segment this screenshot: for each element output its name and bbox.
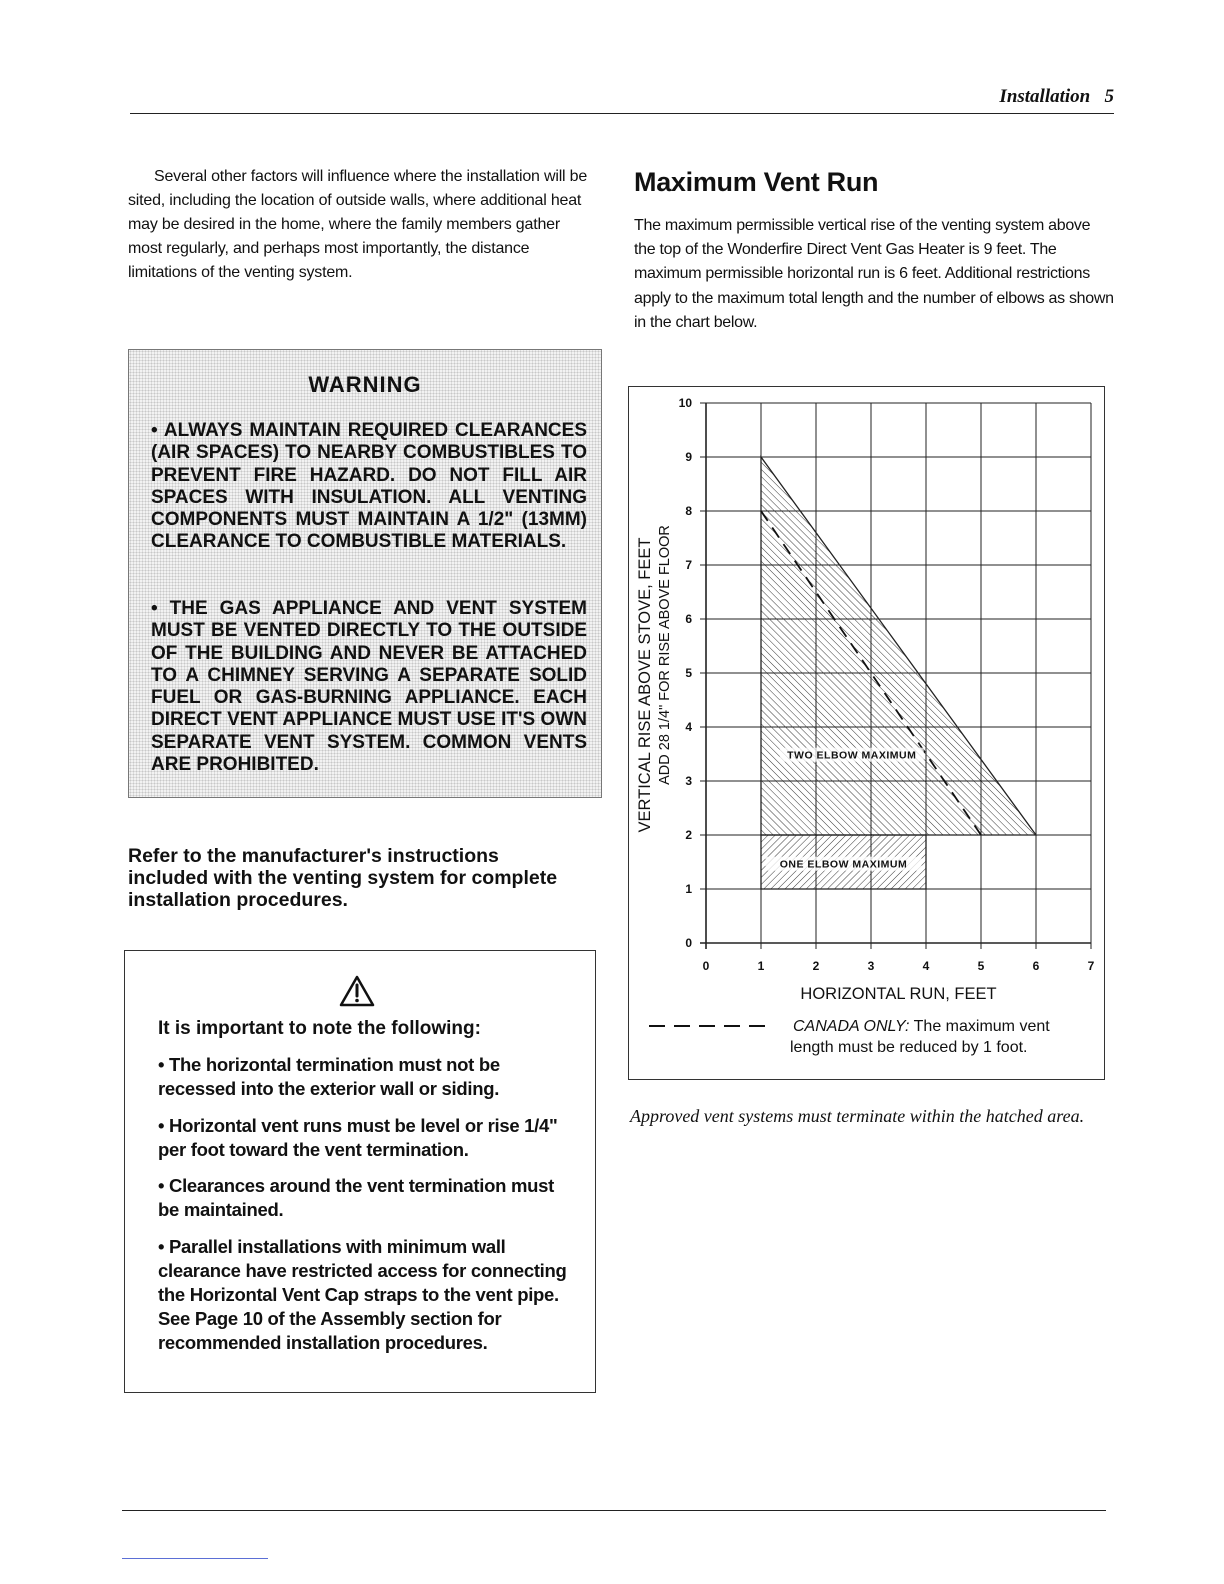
two-elbow-label: TWO ELBOW MAXIMUM xyxy=(787,749,917,762)
y-tick-label-8: 8 xyxy=(685,504,692,518)
footer-link-rule xyxy=(122,1558,268,1559)
legend-canada-label: CANADA ONLY: xyxy=(793,1018,910,1035)
note-item-clearances: • Clearances around the vent termination must be maintained. xyxy=(158,1175,554,1220)
max-vent-run-text: The maximum permissible vertical rise of the venting system above the top of the Wonderfire Direct Vent Gas Heater is 9 feet. The maximum permissible horizontal run is 6 feet. Additional restrictions apply to the maximum total length and the number of elbows as shown in the chart below. xyxy=(634,217,1114,331)
note-heading: It is important to note the following: xyxy=(158,1018,481,1039)
y-tick-label-5: 5 xyxy=(685,666,692,680)
intro-paragraph: Several other factors will influence where the installation will be sited, including the location of outside walls, where additional heat may be desired in the home, where the family members gather most regularly, and perhaps most importantly, the distance limitations of the venting system. xyxy=(128,168,588,281)
warning-box xyxy=(128,349,602,798)
note-item-slope: • Horizontal vent runs must be level or rise 1/4" per foot toward the vent termination. xyxy=(158,1115,558,1160)
vent-run-chart-svg xyxy=(629,387,1106,1081)
y-tick-label-9: 9 xyxy=(685,450,692,464)
important-note-box xyxy=(124,950,596,1393)
footer-rule xyxy=(122,1510,1106,1511)
one-elbow-label: ONE ELBOW MAXIMUM xyxy=(779,858,908,871)
y-tick-label-7: 7 xyxy=(685,558,692,572)
x-axis-label: HORIZONTAL RUN, FEET xyxy=(800,985,997,1003)
chart-caption: Approved vent systems must terminate within the hatched area. xyxy=(630,1106,1085,1126)
x-tick-label-5: 5 xyxy=(977,959,985,973)
y-tick-label-6: 6 xyxy=(685,612,692,626)
header-rule xyxy=(130,113,1114,114)
warning-paragraph-clearances: • ALWAYS MAINTAIN REQUIRED CLEARANCES (AIR SPACES) TO NEARBY COMBUSTIBLES TO PREVENT FIRE HAZARD. DO NOT FILL AIR SPACES WITH INSULATION. ALL VENTING COMPONENTS MUST MAINTAIN A 1/2" (13MM) CLEARANCE TO COMBUSTIBLE MATERIALS. xyxy=(151,420,587,553)
header-title xyxy=(999,86,1114,108)
page-header xyxy=(130,86,1114,112)
y-tick-label-10: 10 xyxy=(678,396,692,410)
y-tick-label-3: 3 xyxy=(685,774,692,788)
page-number: 5 xyxy=(1104,86,1114,107)
y-tick-label-4: 4 xyxy=(685,720,692,734)
caution-triangle-icon xyxy=(339,975,375,1007)
y-tick-label-1: 1 xyxy=(685,882,692,896)
legend-text-line2: length must be reduced by 1 foot. xyxy=(790,1039,1028,1056)
region-two-elbow-maximum xyxy=(761,457,1036,835)
vent-run-chart xyxy=(628,386,1105,1080)
y-axis-label-secondary: ADD 28 1/4" FOR RISE ABOVE FLOOR xyxy=(657,525,673,785)
x-tick-label-0: 0 xyxy=(702,959,710,973)
max-vent-run-title: Maximum Vent Run xyxy=(634,167,879,197)
warning-title: WARNING xyxy=(308,372,422,397)
warning-paragraph-venting: • THE GAS APPLIANCE AND VENT SYSTEM MUST BE VENTED DIRECTLY TO THE OUTSIDE OF THE BUILDING AND NEVER BE ATTACHED TO A CHIMNEY SERVING A SEPARATE SOLID FUEL OR GAS-BURNING APPLIANCE. EACH DIRECT VENT APPLIANCE MUST USE IT'S OWN SEPARATE VENT SYSTEM. COMMON VENTS ARE PROHIBITED. xyxy=(151,598,587,776)
x-tick-label-4: 4 xyxy=(922,959,930,973)
x-tick-label-3: 3 xyxy=(867,959,875,973)
note-item-parallel: • Parallel installations with minimum wall clearance have restricted access for connecting the Horizontal Vent Cap straps to the vent pipe. See Page 10 of the Assembly section for recommended installation procedures. xyxy=(158,1236,567,1353)
legend-text xyxy=(790,1018,1050,1056)
refer-instructions: Refer to the manufacturer's instructions included with the venting system for complete installation procedures. xyxy=(128,845,558,911)
x-tick-label-1: 1 xyxy=(757,959,765,973)
x-tick-label-2: 2 xyxy=(812,959,820,973)
x-tick-label-7: 7 xyxy=(1087,959,1095,973)
legend-text-line1: The maximum vent xyxy=(909,1018,1050,1035)
y-tick-label-0: 0 xyxy=(685,936,692,950)
y-axis-label: VERTICAL RISE ABOVE STOVE, FEET xyxy=(636,537,654,833)
x-tick-label-6: 6 xyxy=(1032,959,1040,973)
y-tick-label-2: 2 xyxy=(685,828,692,842)
header-section: Installation xyxy=(999,86,1091,107)
note-item-termination: • The horizontal termination must not be recessed into the exterior wall or siding. xyxy=(158,1054,500,1099)
